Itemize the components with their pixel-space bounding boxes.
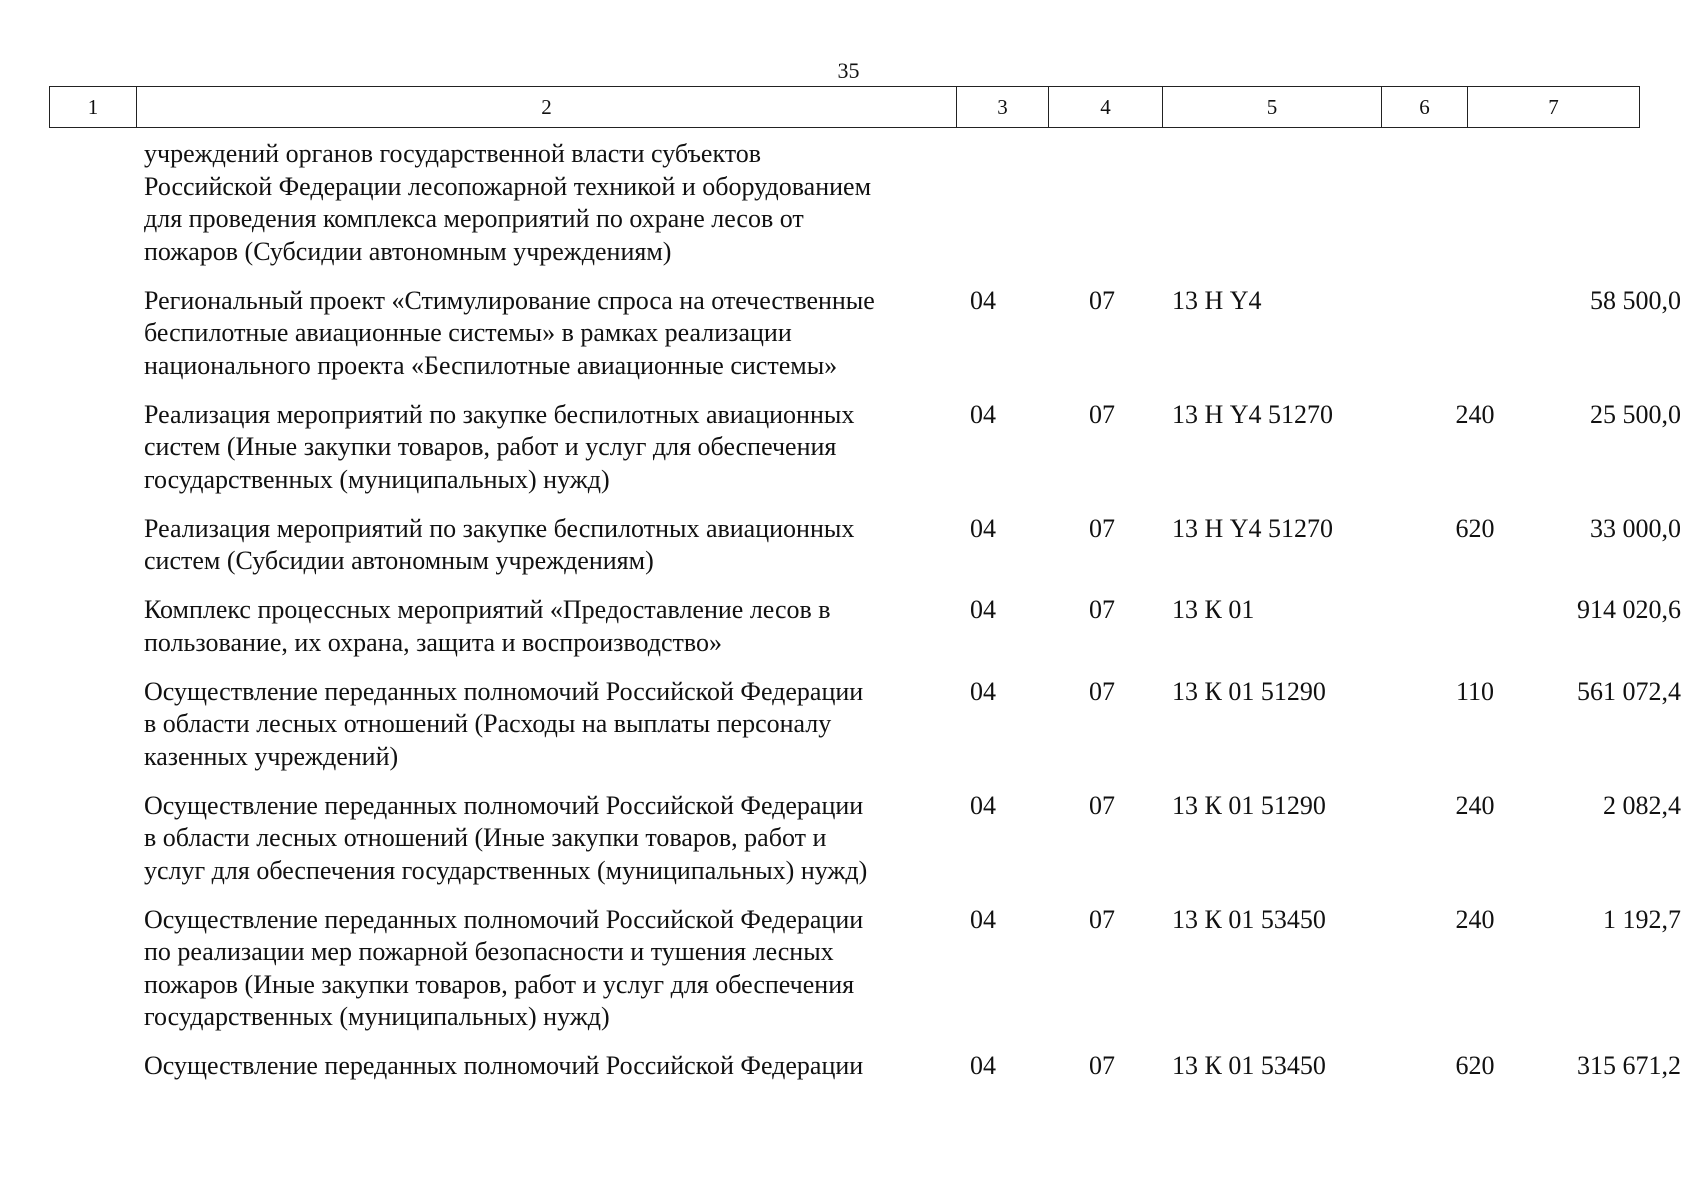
- row-target-code: 13 Н Y4: [1172, 285, 1262, 315]
- description-line: государственных (муниципальных) нужд): [144, 1002, 610, 1031]
- table-row: [49, 1050, 1681, 1099]
- description-line: беспилотные авиационные системы» в рамках реализации: [144, 318, 792, 347]
- row-expense-type: 620: [1455, 513, 1495, 543]
- description-line: Реализация мероприятий по закупке беспилотных авиационных: [144, 399, 855, 429]
- row-subsection: 07: [1089, 285, 1115, 315]
- description-line: Комплекс процессных мероприятий «Предоставление лесов в: [144, 595, 831, 624]
- row-subsection: 07: [1089, 399, 1115, 429]
- row-target-code: 13 К 01 53450: [1172, 1051, 1326, 1080]
- table-row: [49, 138, 1639, 285]
- row-expense-type: 240: [1455, 790, 1495, 820]
- header-col-5: 5: [1163, 87, 1382, 128]
- description-line: национального проекта «Беспилотные авиационные системы»: [144, 350, 838, 380]
- description-line: Региональный проект «Стимулирование спроса на отечественные: [144, 285, 875, 315]
- row-amount: 33 000,0: [1590, 513, 1681, 543]
- row-section: 04: [970, 790, 996, 820]
- description-line: Осуществление переданных полномочий Российской Федерации: [144, 904, 864, 934]
- description-line: Реализация мероприятий по закупке беспилотных авиационных: [144, 513, 855, 543]
- description-line: Осуществление переданных полномочий Российской Федерации: [144, 790, 864, 820]
- table-row: [49, 399, 1681, 513]
- description-line: в области лесных отношений (Расходы на выплаты персоналу: [144, 709, 832, 738]
- description-line: Осуществление переданных полномочий Российской Федерации: [144, 1051, 864, 1080]
- header-col-2: 2: [137, 87, 957, 128]
- row-target-code: 13 К 01 53450: [1172, 904, 1326, 934]
- row-expense-type: 620: [1455, 1051, 1495, 1080]
- row-amount: 2 082,4: [1603, 790, 1681, 820]
- description-line: для проведения комплекса мероприятий по охране лесов от: [144, 204, 804, 233]
- row-subsection: 07: [1089, 513, 1115, 543]
- row-description: [144, 513, 964, 578]
- description-line: пожаров (Иные закупки товаров, работ и услуг для обеспечения: [144, 969, 855, 999]
- row-amount: 1 192,7: [1603, 904, 1681, 934]
- row-subsection: 07: [1089, 904, 1115, 934]
- row-subsection: 07: [1089, 1051, 1115, 1080]
- row-description: [144, 676, 964, 774]
- row-section: 04: [970, 676, 996, 706]
- description-line: услуг для обеспечения государственных (муниципальных) нужд): [144, 855, 868, 885]
- description-line: Российской Федерации лесопожарной техникой и оборудованием: [144, 171, 872, 201]
- description-line: систем (Иные закупки товаров, работ и услуг для обеспечения: [144, 432, 837, 461]
- row-amount: 561 072,4: [1577, 676, 1681, 706]
- description-line: систем (Субсидии автономным учреждениям): [144, 546, 654, 575]
- table-body: [49, 138, 1681, 1099]
- row-section: 04: [970, 513, 996, 543]
- row-amount: 315 671,2: [1577, 1051, 1681, 1080]
- table-header: [49, 86, 1640, 128]
- description-line: государственных (муниципальных) нужд): [144, 464, 610, 494]
- row-target-code: 13 К 01: [1172, 595, 1255, 624]
- row-section: 04: [970, 904, 996, 934]
- row-target-code: 13 К 01 51290: [1172, 790, 1326, 820]
- row-subsection: 07: [1089, 676, 1115, 706]
- row-subsection: 07: [1089, 790, 1115, 820]
- row-amount: 914 020,6: [1577, 595, 1681, 624]
- header-col-6: 6: [1382, 87, 1468, 128]
- row-description: [144, 904, 964, 1034]
- row-description: [144, 594, 964, 659]
- table-row: [49, 285, 1681, 399]
- description-line: в области лесных отношений (Иные закупки товаров, работ и: [144, 823, 827, 852]
- row-section: 04: [970, 285, 996, 315]
- row-description: [144, 1050, 964, 1083]
- header-col-7: 7: [1468, 87, 1640, 128]
- header-row: [50, 87, 1640, 128]
- description-line: казенных учреждений): [144, 741, 399, 771]
- description-line: пожаров (Субсидии автономным учреждениям): [144, 236, 672, 266]
- row-expense-type: 240: [1455, 904, 1495, 934]
- description-line: пользование, их охрана, защита и воспроизводство»: [144, 627, 722, 657]
- row-description: [144, 138, 964, 268]
- row-expense-type: 240: [1455, 399, 1495, 429]
- row-target-code: 13 Н Y4 51270: [1172, 399, 1334, 429]
- description-line: учреждений органов государственной власти субъектов: [144, 139, 762, 168]
- row-description: [144, 790, 964, 888]
- description-line: по реализации мер пожарной безопасности и тушения лесных: [144, 937, 834, 966]
- header-col-4: 4: [1049, 87, 1163, 128]
- header-col-1: 1: [50, 87, 137, 128]
- row-amount: 25 500,0: [1590, 399, 1681, 429]
- row-expense-type: 110: [1455, 676, 1495, 706]
- table-row: [49, 513, 1681, 595]
- table-row: [49, 594, 1681, 676]
- row-target-code: 13 К 01 51290: [1172, 676, 1326, 706]
- row-section: 04: [970, 399, 996, 429]
- row-section: 04: [970, 1051, 996, 1080]
- row-amount: 58 500,0: [1590, 285, 1681, 315]
- table-row: [49, 904, 1681, 1051]
- row-subsection: 07: [1089, 595, 1115, 624]
- description-line: Осуществление переданных полномочий Российской Федерации: [144, 676, 864, 706]
- page-number: 35: [837, 58, 860, 83]
- row-section: 04: [970, 595, 996, 624]
- header-col-3: 3: [957, 87, 1049, 128]
- row-description: [144, 399, 964, 497]
- row-description: [144, 285, 964, 383]
- table-row: [49, 676, 1681, 790]
- row-target-code: 13 Н Y4 51270: [1172, 513, 1334, 543]
- table-row: [49, 790, 1681, 904]
